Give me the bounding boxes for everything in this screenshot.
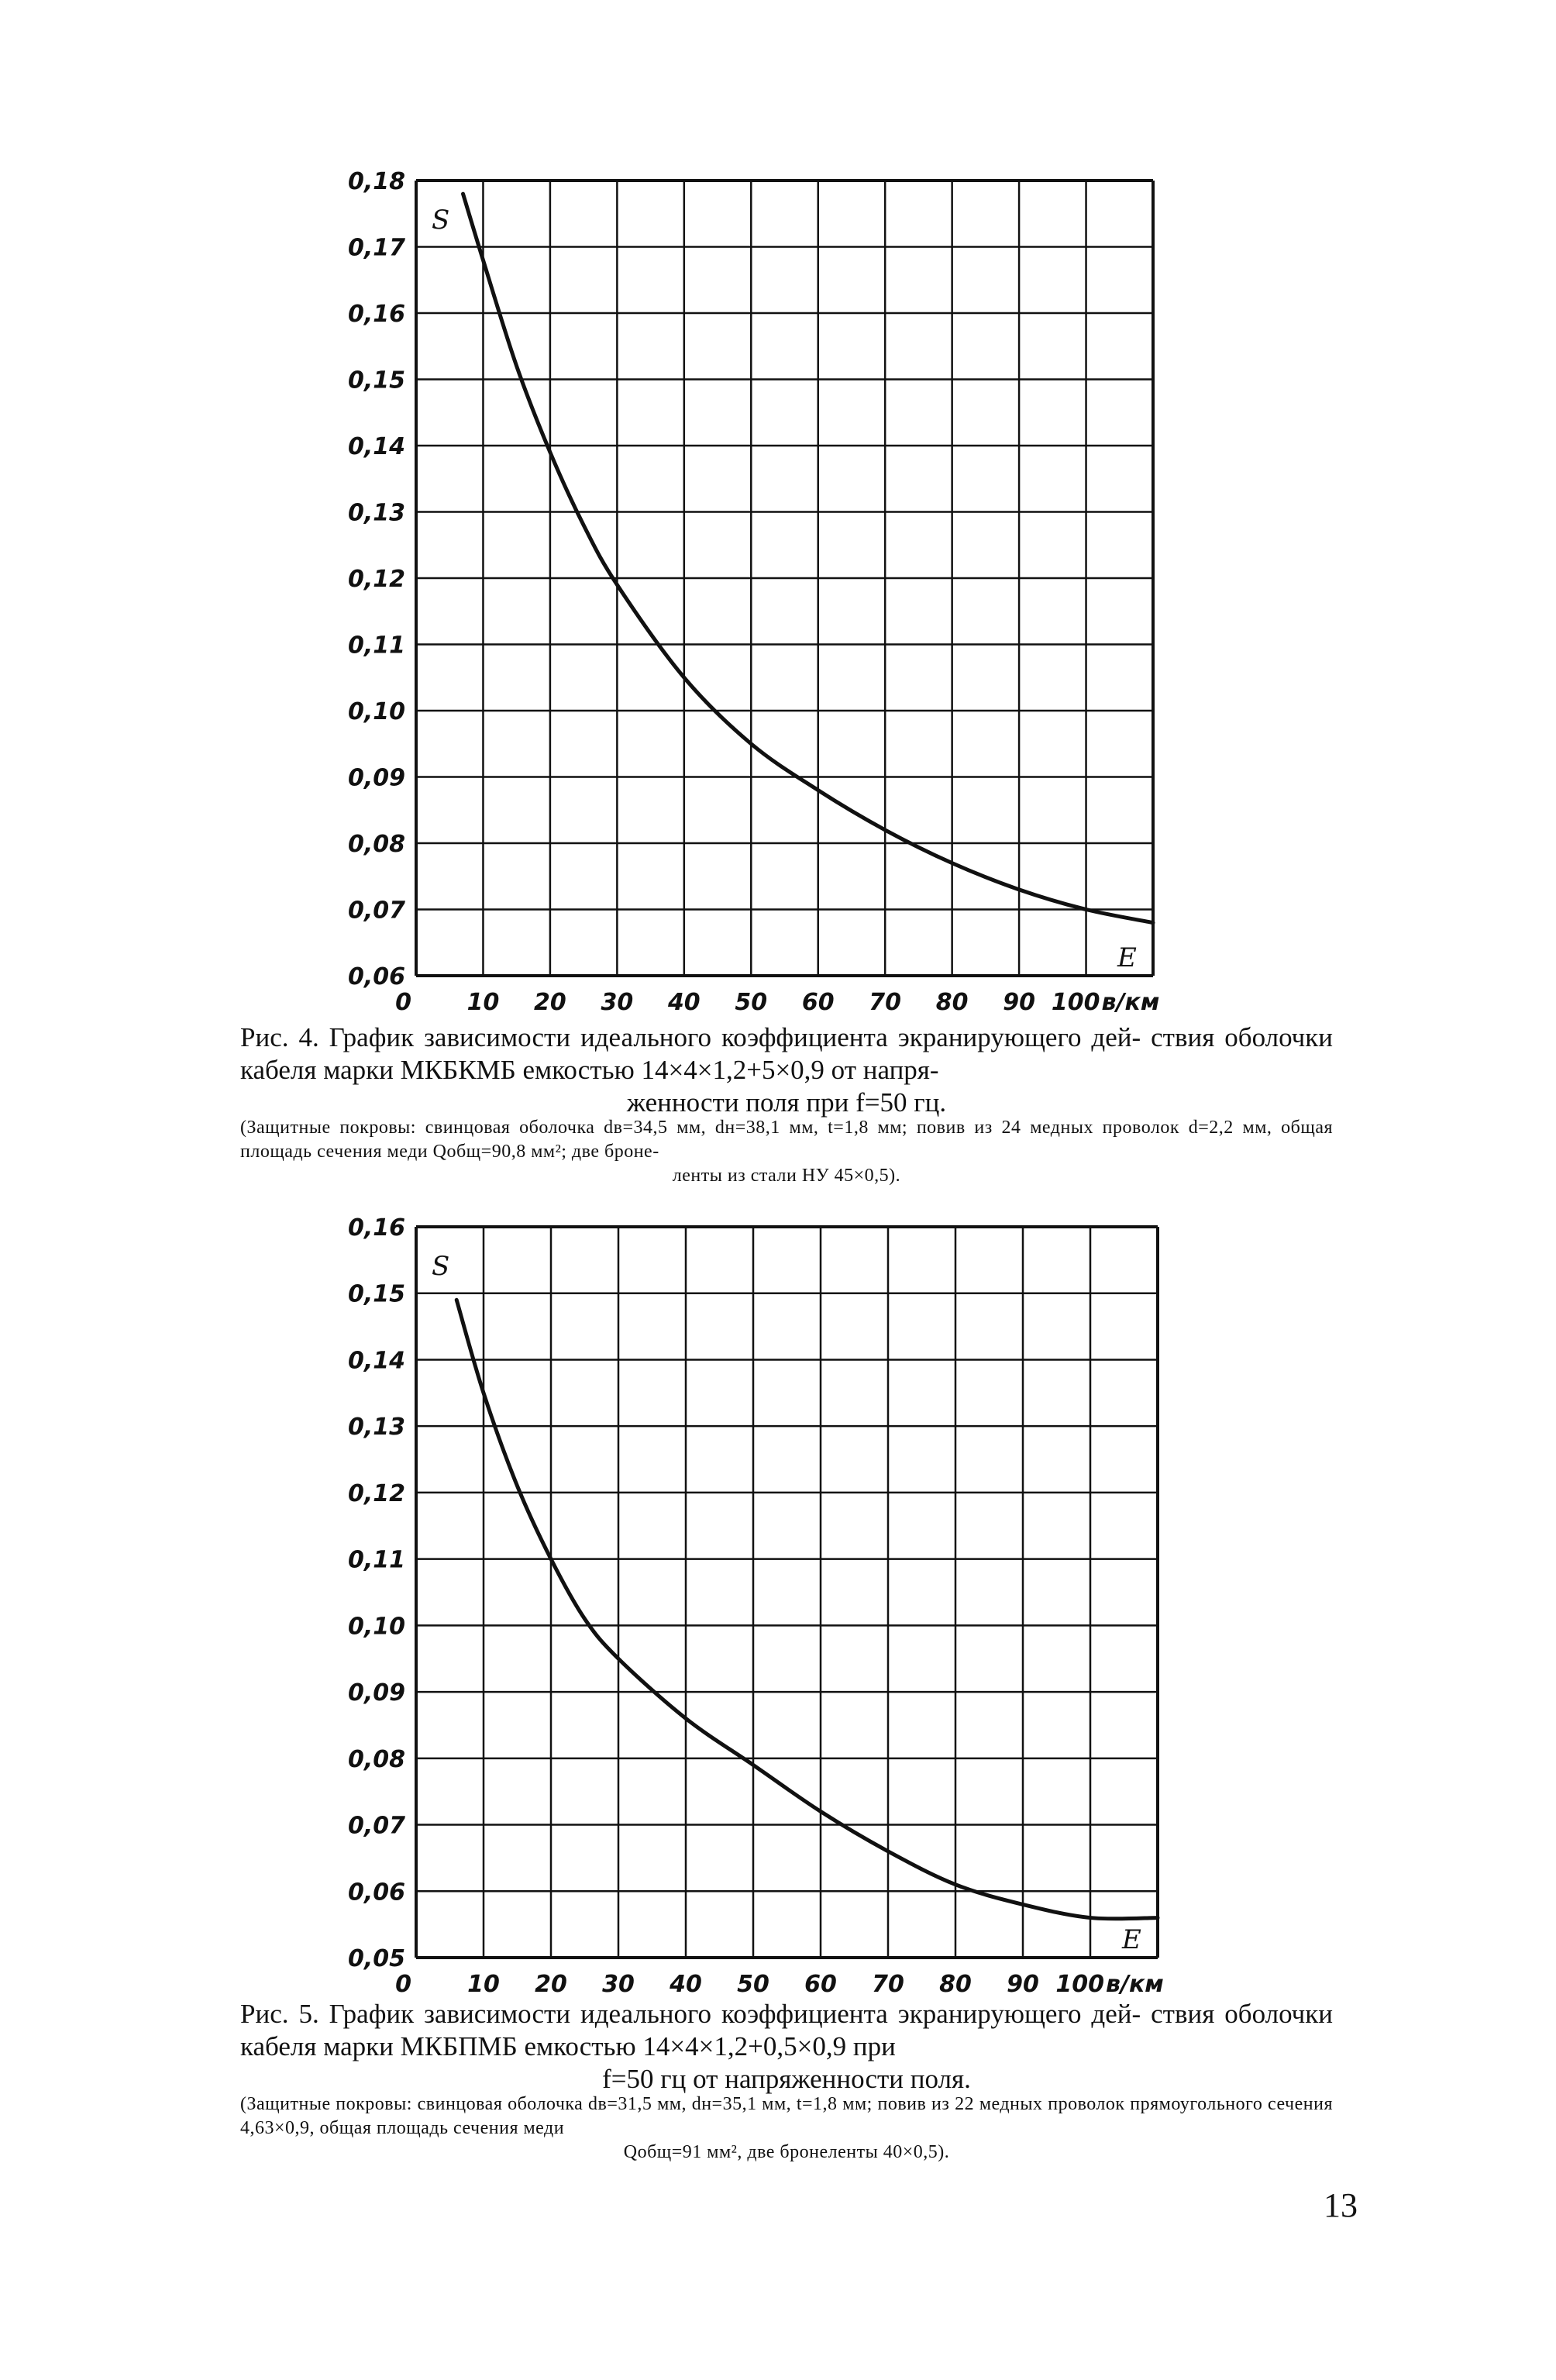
fig5-caption <box>240 1998 1333 2096</box>
fig5-x-tick-label: 0 <box>395 1971 411 1998</box>
fig5-y-tick-label: 0,13 <box>347 1414 405 1441</box>
fig4-note-line: ленты из стали НУ 45×0,5). <box>672 1166 901 1186</box>
fig4-note-line: 24 медных проволок d=2,2 мм, общая площадь сечения меди Qобщ=90,8 мм²; две броне- <box>240 1118 1334 1162</box>
fig5-caption-line: Рис. 5. График зависимости идеального коэффициента экранирующего дей- <box>240 1999 1141 2029</box>
fig5-y-tick-label: 0,16 <box>347 1214 405 1242</box>
fig5-x-tick-label: 10 <box>467 1971 500 1998</box>
fig5-x-tick-label: 20 <box>535 1971 567 1998</box>
fig4-caption-line: ствия оболочки кабеля марки МКБКМБ емкостью 14×4×1,2+5×0,9 от напря- <box>240 1022 1333 1085</box>
fig5-x-tick-label: 80 <box>939 1971 972 1998</box>
fig5-x-tick-label: 60 <box>804 1971 837 1998</box>
fig4-y-tick-label: 0,15 <box>347 367 405 394</box>
fig4-x-tick-label: 0 <box>395 989 411 1016</box>
fig4-x-tick-label: 10 <box>466 989 500 1016</box>
fig5-y-tick-label: 0,08 <box>347 1745 405 1773</box>
fig5-x-tick-label: 50 <box>737 1971 769 1998</box>
fig4-note-line: (Защитные покровы: свинцовая оболочка dв=34,5 мм, dн=38,1 мм, t=1,8 мм; повив из <box>240 1118 993 1138</box>
fig5-y-tick-label: 0,06 <box>347 1879 405 1906</box>
fig4-y-tick-label: 0,10 <box>347 698 405 725</box>
fig5-x-unit-label: в/км <box>1106 1971 1164 1998</box>
fig4-y-tick-label: 0,12 <box>347 566 405 593</box>
fig5-x-tick-label: 90 <box>1007 1971 1039 1998</box>
fig5-x-tick-label: 100 <box>1055 1971 1104 1998</box>
fig4-y-tick-label: 0,06 <box>347 963 405 990</box>
fig5-y-axis-label: S <box>432 1251 450 1282</box>
fig5-caption-line: f=50 гц от напряженности поля. <box>602 2064 971 2094</box>
fig4-y-tick-label: 0,13 <box>347 499 405 527</box>
fig4-y-axis-label: S <box>432 205 450 236</box>
fig5-x-tick-label: 70 <box>872 1971 904 1998</box>
fig4-y-tick-label: 0,14 <box>347 433 405 460</box>
fig4-caption-line: Рис. 4. График зависимости идеального коэффициента экранирующего дей- <box>240 1022 1141 1052</box>
fig4-x-axis-label: E <box>1117 942 1137 973</box>
fig4-y-tick-label: 0,11 <box>347 632 405 660</box>
fig5-y-tick-label: 0,11 <box>347 1546 405 1574</box>
fig5-y-tick-label: 0,09 <box>347 1679 405 1707</box>
fig5-x-tick-label: 30 <box>602 1971 635 1998</box>
fig5-y-tick-label: 0,12 <box>347 1479 405 1507</box>
fig4-y-tick-label: 0,18 <box>347 168 405 195</box>
fig5-caption-line: ствия оболочки кабеля марки МКБПМБ емкостью 14×4×1,2+0,5×0,9 при <box>240 1999 1333 2061</box>
fig5-series-line <box>456 1300 1158 1919</box>
fig5-y-tick-label: 0,07 <box>347 1812 405 1840</box>
fig5-note-line: (Защитные покровы: свинцовая оболочка dв=31,5 мм, dн=35,1 мм, t=1,8 мм; повив из <box>240 2094 950 2114</box>
fig5-y-tick-label: 0,10 <box>347 1613 405 1641</box>
fig5-x-tick-label: 40 <box>670 1971 702 1998</box>
fig5-y-tick-label: 0,15 <box>347 1280 405 1308</box>
fig4-y-tick-label: 0,08 <box>347 831 405 858</box>
fig4-y-tick-label: 0,17 <box>347 234 405 262</box>
fig4-x-tick-label: 100 <box>1051 989 1100 1016</box>
fig5-note-line: Qобщ=91 мм², две бронеленты 40×0,5). <box>623 2142 950 2162</box>
fig4-y-tick-label: 0,16 <box>347 301 405 328</box>
page-number: 13 <box>1324 2186 1358 2224</box>
fig4-caption-line: женности поля при f=50 гц. <box>626 1087 947 1118</box>
fig4-x-tick-label: 60 <box>801 989 835 1016</box>
fig4-x-tick-label: 30 <box>601 989 634 1016</box>
fig4-x-tick-label: 70 <box>869 989 902 1016</box>
fig4-x-tick-label: 50 <box>735 989 768 1016</box>
fig5-y-tick-label: 0,14 <box>347 1347 405 1375</box>
fig5-x-axis-label: E <box>1122 1924 1141 1955</box>
fig4-x-tick-label: 20 <box>534 989 566 1016</box>
fig5-note-line: 22 медных проволок прямоугольного сечения 4,63×0,9, общая площадь сечения меди <box>240 2094 1334 2138</box>
fig4-y-tick-label: 0,07 <box>347 897 405 925</box>
fig4-x-unit-label: в/км <box>1101 989 1160 1016</box>
fig5-note <box>240 2092 1333 2165</box>
fig4-x-tick-label: 90 <box>1003 989 1035 1016</box>
fig4-x-tick-label: 40 <box>667 989 701 1016</box>
fig4-x-tick-label: 80 <box>935 989 969 1016</box>
fig5-y-tick-label: 0,05 <box>347 1945 405 1972</box>
fig4-y-tick-label: 0,09 <box>347 764 405 792</box>
